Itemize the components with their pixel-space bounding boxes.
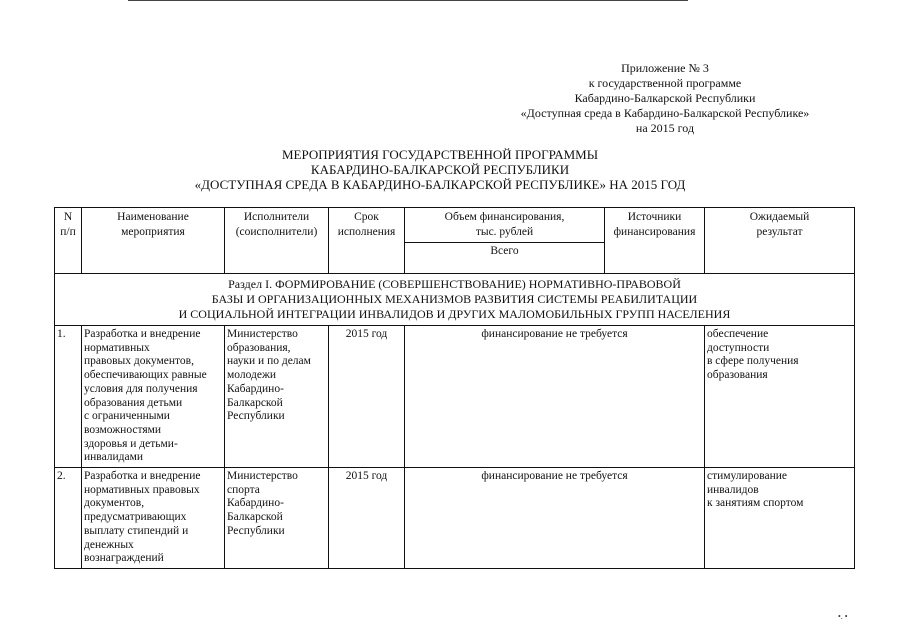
row-funding: финансирование не требуется bbox=[405, 468, 705, 569]
table-row bbox=[55, 468, 855, 569]
header-funding: Объем финансирования, тыс. рублей bbox=[405, 208, 605, 243]
row-result: обеспечение доступности в сфере получения образования bbox=[705, 326, 855, 468]
header-term: Срок исполнения bbox=[329, 208, 405, 274]
header-result: Ожидаемый результат bbox=[705, 208, 855, 274]
row-name: Разработка и внедрение нормативных правовых документов, обеспечивающих равные условия для получения образования детьми с ограниченными возможностями здоровья и детьми- инвалидами bbox=[82, 326, 225, 468]
appendix-line: Кабардино-Балкарской Республики bbox=[574, 91, 756, 105]
row-result: стимулирование инвалидов к занятиям спортом bbox=[705, 468, 855, 569]
header-funding-total: Всего bbox=[405, 243, 605, 274]
appendix-line: «Доступная среда в Кабардино-Балкарской Республике» bbox=[520, 106, 810, 120]
title-line: «ДОСТУПНАЯ СРЕДА В КАБАРДИНО-БАЛКАРСКОЙ РЕСПУБЛИКЕ» НА 2015 ГОД bbox=[194, 177, 686, 192]
table-row bbox=[55, 326, 855, 468]
section-row bbox=[55, 274, 855, 326]
row-term: 2015 год bbox=[329, 326, 405, 468]
row-num: 1. bbox=[55, 326, 82, 468]
appendix-line: к государственной программе bbox=[588, 76, 742, 90]
measures-table bbox=[54, 207, 855, 569]
row-name: Разработка и внедрение нормативных правовых документов, предусматривающих выплату стипендий и денежных вознаграждений bbox=[82, 468, 225, 569]
row-executors: Министерство образования, науки и по делам молодежи Кабардино- Балкарской Республики bbox=[225, 326, 329, 468]
header-sources: Источники финансирования bbox=[605, 208, 705, 274]
header-executors: Исполнители (соисполнители) bbox=[225, 208, 329, 274]
appendix-header bbox=[500, 61, 830, 136]
title-line: КАБАРДИНО-БАЛКАРСКОЙ РЕСПУБЛИКИ bbox=[310, 162, 570, 177]
header-row bbox=[55, 208, 855, 243]
row-executors: Министерство спорта Кабардино- Балкарской Республики bbox=[225, 468, 329, 569]
section-title: Раздел I. ФОРМИРОВАНИЕ (СОВЕРШЕНСТВОВАНИЕ) НОРМАТИВНО-ПРАВОВОЙ БАЗЫ И ОРГАНИЗАЦИОННЫХ МЕХАНИЗМОВ РАЗВИТИЯ СИСТЕМЫ РЕАБИЛИТАЦИИ И СОЦИАЛЬНОЙ ИНТЕГРАЦИИ ИНВАЛИДОВ И ДРУГИХ МАЛОМОБИЛЬНЫХ ГРУПП НАСЕЛЕНИЯ bbox=[55, 274, 855, 326]
row-num: 2. bbox=[55, 468, 82, 569]
scan-specks: •. • bbox=[838, 612, 848, 621]
title-line: МЕРОПРИЯТИЯ ГОСУДАРСТВЕННОЙ ПРОГРАММЫ bbox=[281, 147, 599, 162]
top-rule bbox=[128, 0, 688, 1]
document-title bbox=[150, 147, 730, 192]
row-term: 2015 год bbox=[329, 468, 405, 569]
row-funding: финансирование не требуется bbox=[405, 326, 705, 468]
appendix-line: на 2015 год bbox=[635, 121, 695, 135]
header-num: N п/п bbox=[55, 208, 82, 274]
header-name: Наименование мероприятия bbox=[82, 208, 225, 274]
appendix-line: Приложение № 3 bbox=[621, 61, 709, 75]
